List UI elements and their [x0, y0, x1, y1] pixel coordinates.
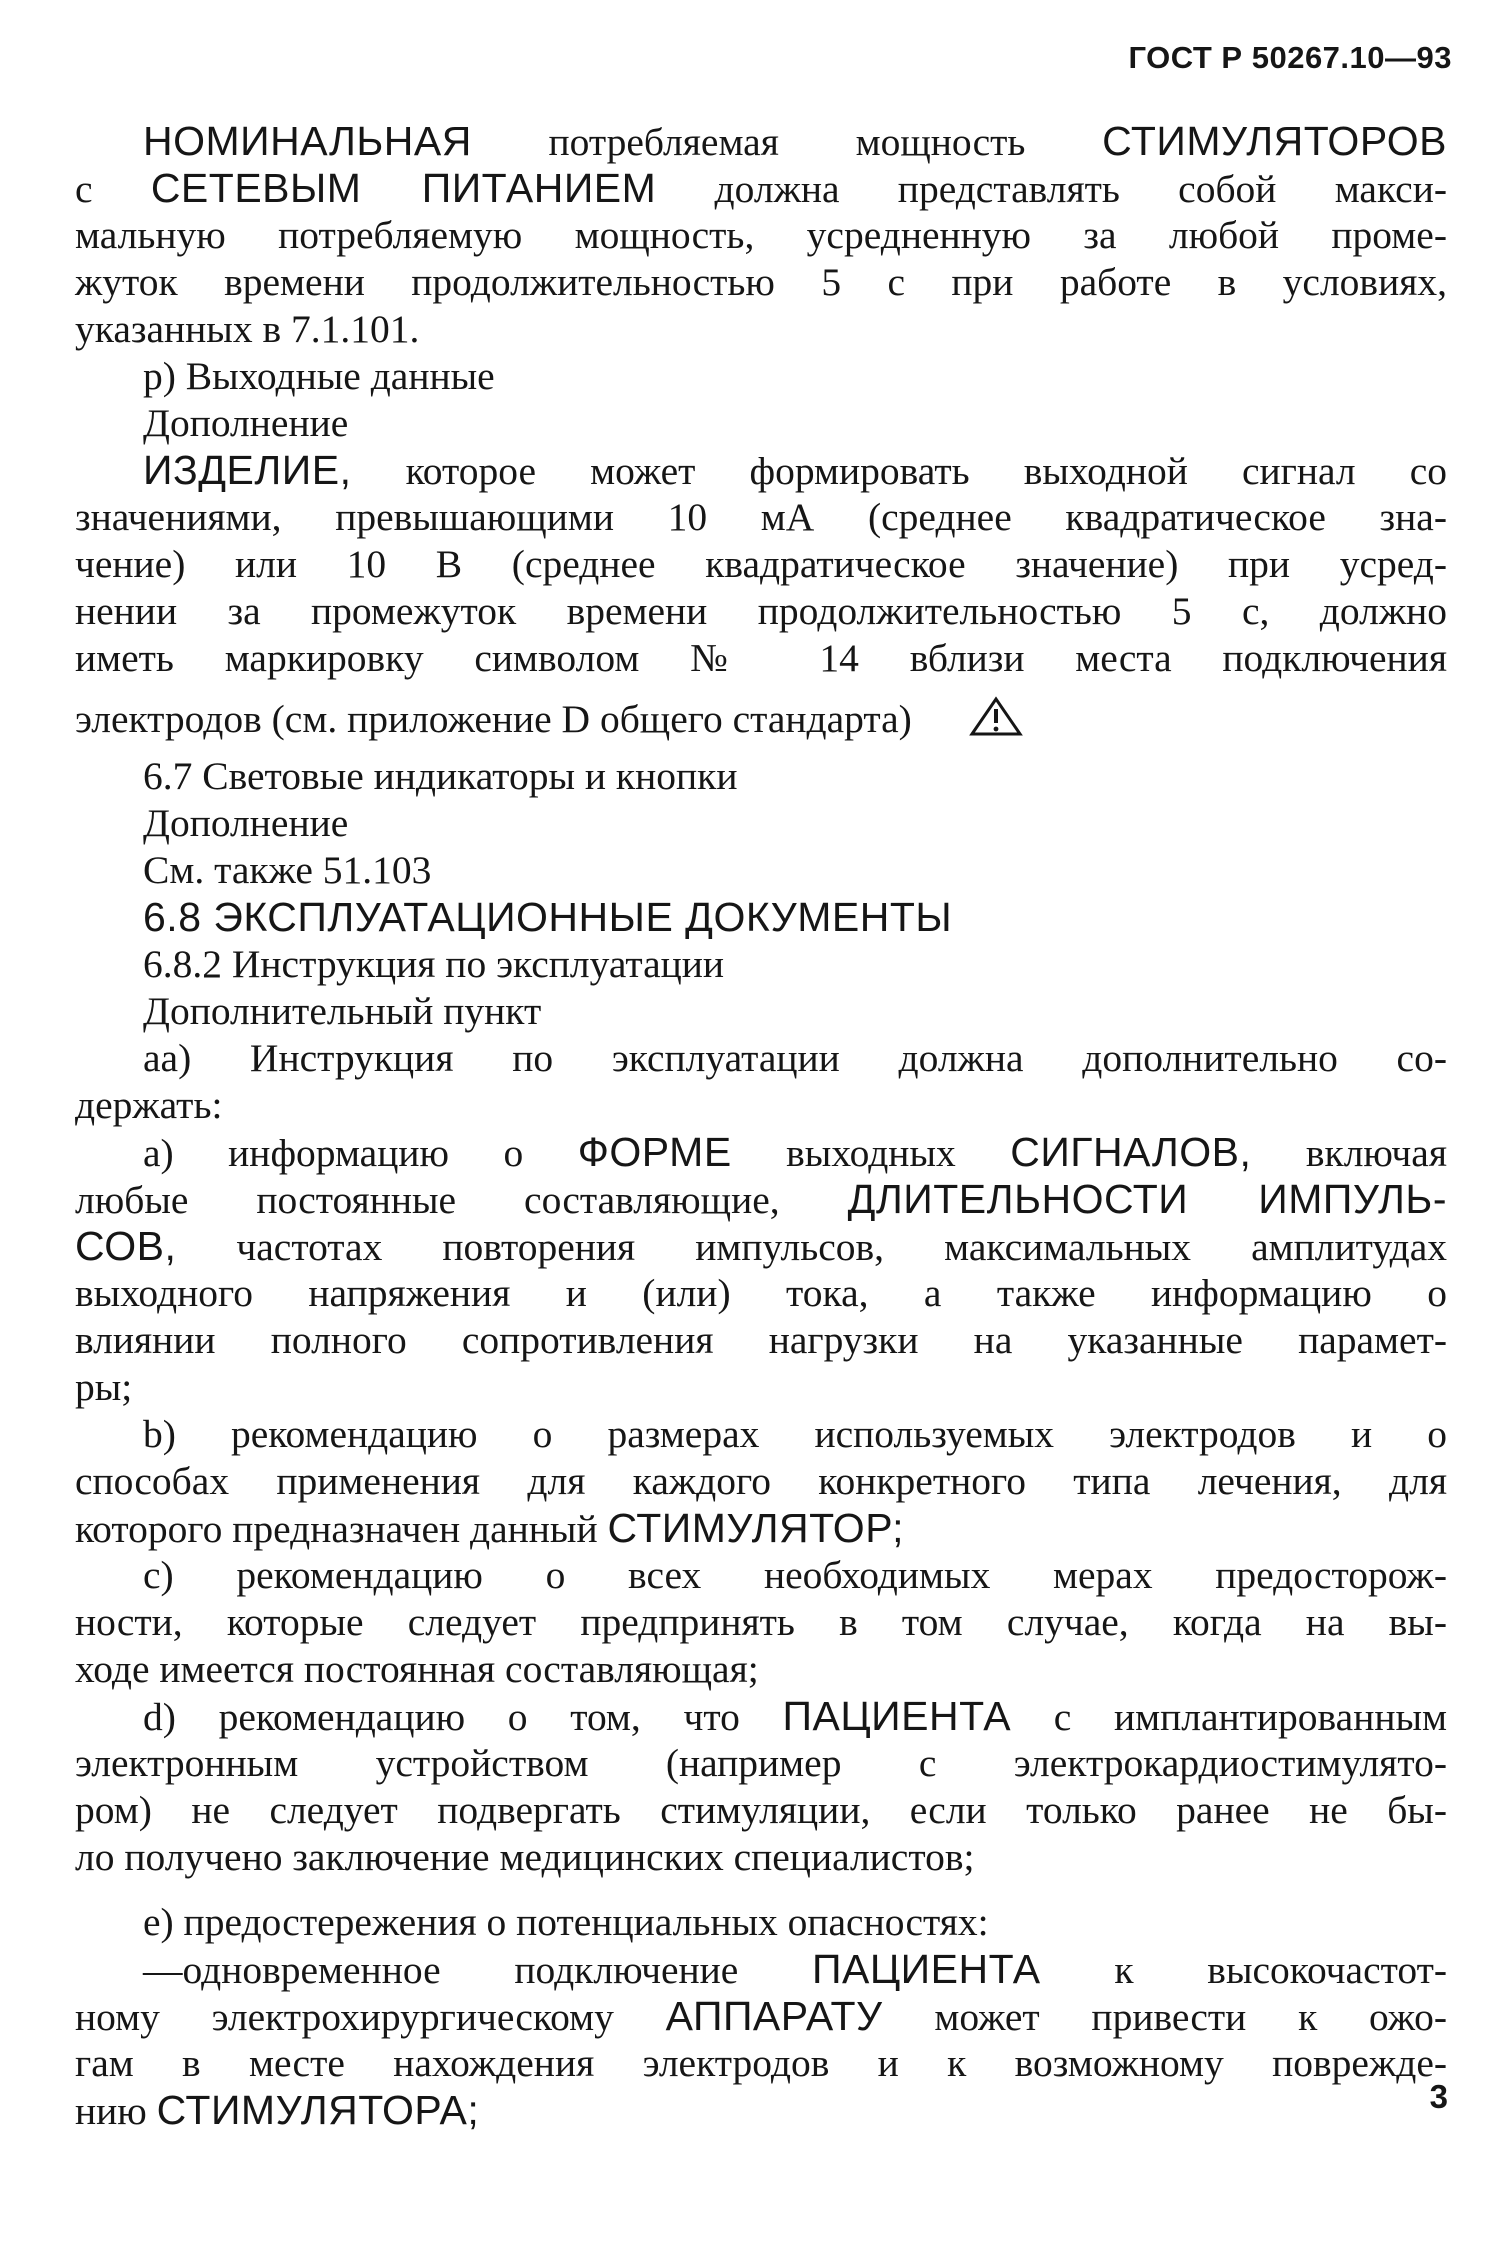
addition-label: Дополнительный пункт	[143, 989, 542, 1033]
term: ФОРМЕ	[577, 1129, 732, 1175]
text-line: аа) Инструкция по эксплуатации должна дополнительно со-	[143, 1036, 1447, 1080]
subsection-heading: 6.8.2 Инструкция по эксплуатации	[143, 942, 725, 986]
text: ному электрохирургическому	[75, 1995, 666, 2039]
text: с	[75, 167, 151, 211]
text-line	[75, 1176, 1447, 1223]
text-line: нении за промежуток времени продолжительностью 5 с, должно	[75, 589, 1447, 633]
term: АППАРАТУ	[665, 1993, 883, 2039]
term: СТИМУЛЯТОРА;	[156, 2087, 480, 2133]
text-line	[75, 1505, 1447, 1552]
text: с имплантированным	[1011, 1695, 1448, 1739]
text: может привести к ожо-	[882, 1995, 1447, 2039]
text-line: мальную потребляемую мощность, усредненную за любой проме-	[75, 213, 1447, 257]
text-line: жуток времени продолжительностью 5 с при работе в условиях,	[75, 260, 1447, 304]
text-line: чение) или 10 В (среднее квадратическое значение) при усред-	[75, 542, 1447, 586]
text-line: выходного напряжения и (или) тока, а также информацию о	[75, 1271, 1447, 1315]
text-line: влиянии полного сопротивления нагрузки на указанные парамет-	[75, 1318, 1447, 1362]
text-line: ло получено заключение медицинских специалистов;	[75, 1835, 975, 1879]
section-heading: 6.7 Световые индикаторы и кнопки	[143, 754, 738, 798]
section-heading: 6.8 ЭКСПЛУАТАЦИОННЫЕ ДОКУМЕНТЫ	[143, 894, 953, 940]
term: СОВ,	[75, 1223, 177, 1269]
addition-label: Дополнение	[143, 801, 349, 845]
text-line: гам в месте нахождения электродов и к возможному поврежде-	[75, 2041, 1447, 2085]
text-line	[75, 694, 1447, 741]
cross-reference: См. также 51.103	[143, 848, 432, 892]
text-line: держать:	[75, 1083, 223, 1127]
text: должна представлять собой макси-	[656, 167, 1447, 211]
text: выходных	[731, 1131, 1011, 1175]
text: любые постоянные составляющие,	[75, 1178, 848, 1222]
text-line	[75, 1223, 1447, 1270]
text: —одновременное подключение	[143, 1948, 813, 1992]
term: ДЛИТЕЛЬНОСТИ ИМПУЛЬ-	[847, 1176, 1447, 1222]
running-header: ГОСТ Р 50267.10—93	[1128, 40, 1452, 75]
text-line	[75, 2087, 1447, 2134]
text: d) рекомендацию о том, что	[143, 1695, 783, 1739]
term: ИЗДЕЛИЕ,	[143, 447, 352, 493]
text-line: ром) не следует подвергать стимуляции, если только ранее не бы-	[75, 1788, 1447, 1832]
term: ПАЦИЕНТА	[812, 1946, 1041, 1992]
term: СИГНАЛОВ,	[1010, 1129, 1252, 1175]
term: СЕТЕВЫМ ПИТАНИЕМ	[150, 165, 657, 211]
text: которого предназначен данный	[75, 1507, 608, 1551]
text-line: е) предостережения о потенциальных опасностях:	[143, 1900, 989, 1944]
text: к высокочастот-	[1040, 1948, 1447, 1992]
text: а) информацию о	[143, 1131, 578, 1175]
text-line	[75, 118, 1447, 165]
text-line	[75, 1129, 1447, 1176]
text: электродов (см. приложение D общего стандарта)	[75, 697, 912, 741]
text-line: ности, которые следует предпринять в том случае, когда на вы-	[75, 1600, 1447, 1644]
term: СТИМУЛЯТОР;	[607, 1505, 905, 1551]
page-content	[75, 118, 1447, 2134]
item-heading: р) Выходные данные	[143, 354, 495, 398]
text-line: иметь маркировку символом № 14 вблизи места подключения	[75, 636, 1447, 680]
text: потребляемая мощность	[471, 120, 1103, 164]
text: которое может формировать выходной сигнал со	[351, 449, 1447, 493]
term: СТИМУЛЯТОРОВ	[1102, 118, 1447, 164]
text-line: b) рекомендацию о размерах используемых электродов и о	[143, 1412, 1447, 1456]
addition-label: Дополнение	[143, 401, 349, 445]
text: частотах повторения импульсов, максимальных амплитудах	[176, 1225, 1447, 1269]
page-number: 3	[1429, 2078, 1448, 2115]
text: нию	[75, 2089, 157, 2133]
text-line	[75, 1993, 1447, 2040]
text-line: ходе имеется постоянная составляющая;	[75, 1647, 759, 1691]
text-line: указанных в 7.1.101.	[75, 307, 420, 351]
term: НОМИНАЛЬНАЯ	[143, 118, 472, 164]
text-line	[75, 165, 1447, 212]
text-line: с) рекомендацию о всех необходимых мерах предосторож-	[143, 1553, 1447, 1597]
text: включая	[1251, 1131, 1447, 1175]
text-line: значениями, превышающими 10 мА (среднее квадратическое зна-	[75, 495, 1447, 539]
text-line	[75, 447, 1447, 494]
text-line	[75, 1946, 1447, 1993]
text-line	[75, 1693, 1447, 1740]
text-line: ры;	[75, 1365, 133, 1409]
term: ПАЦИЕНТА	[782, 1693, 1012, 1739]
text-line: электронным устройством (например с электрокардиостимулято-	[75, 1741, 1447, 1785]
text-line: способах применения для каждого конкретного типа лечения, для	[75, 1459, 1447, 1503]
warning-triangle-icon	[968, 694, 1024, 740]
